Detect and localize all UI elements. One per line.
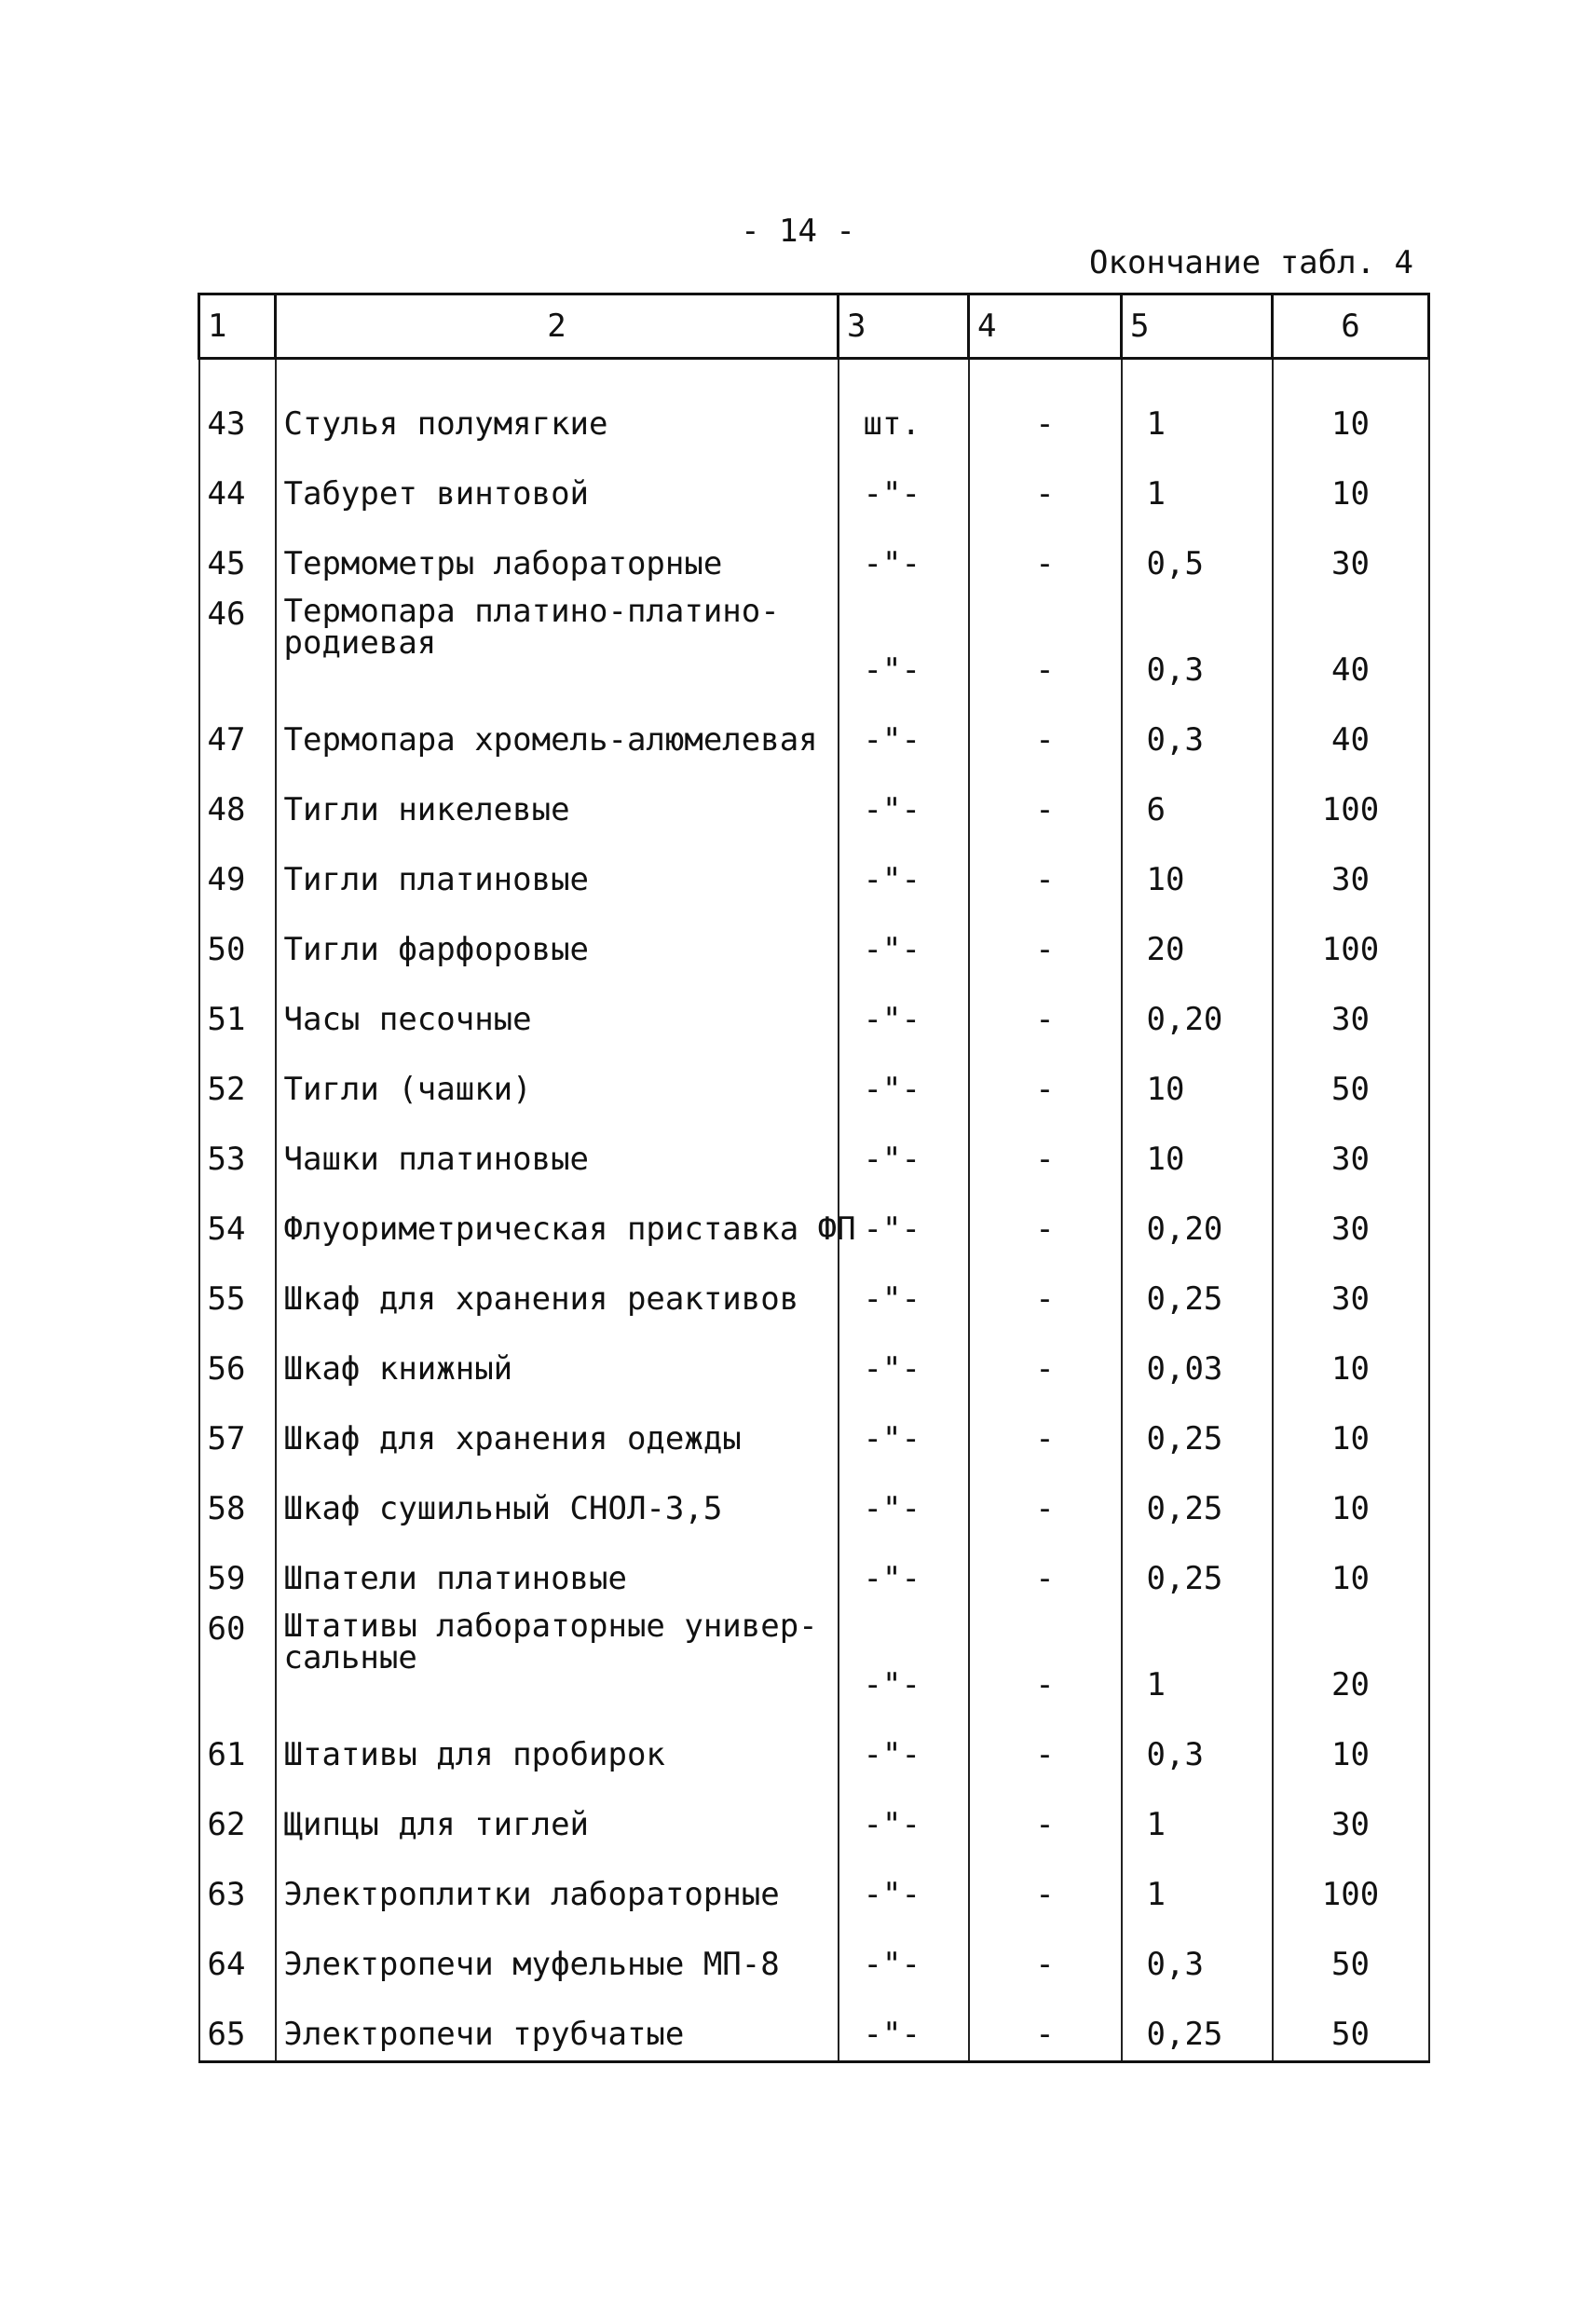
- col6-cell: 40: [1273, 696, 1429, 766]
- col5-cell: 1: [1122, 380, 1273, 450]
- col5-cell: 0,25: [1122, 1465, 1273, 1535]
- col6-cell: 10: [1273, 1395, 1429, 1465]
- column-header: 6: [1273, 294, 1429, 359]
- col6-cell: 20: [1273, 1605, 1429, 1711]
- item-name: Шкаф книжный: [276, 1325, 839, 1395]
- table-row: [199, 590, 1429, 696]
- row-number: 59: [199, 1535, 276, 1605]
- unit-cell: -"-: [839, 450, 969, 520]
- page-number: - 14 -: [741, 212, 855, 250]
- table-row: [199, 1325, 1429, 1395]
- col4-cell: -: [969, 1921, 1122, 1991]
- column-header: 2: [276, 294, 839, 359]
- col4-cell: -: [969, 450, 1122, 520]
- col4-cell: -: [969, 766, 1122, 836]
- col4-cell: -: [969, 380, 1122, 450]
- col6-cell: 30: [1273, 1115, 1429, 1185]
- row-number: 63: [199, 1851, 276, 1921]
- col4-cell: -: [969, 1535, 1122, 1605]
- header-row: [199, 294, 1429, 359]
- row-number: 53: [199, 1115, 276, 1185]
- row-number: 49: [199, 836, 276, 906]
- row-number: 58: [199, 1465, 276, 1535]
- col4-cell: -: [969, 1605, 1122, 1711]
- row-number: 57: [199, 1395, 276, 1465]
- col4-cell: -: [969, 520, 1122, 590]
- table-row: [199, 1395, 1429, 1465]
- unit-cell: -"-: [839, 1535, 969, 1605]
- col6-cell: 10: [1273, 450, 1429, 520]
- col4-cell: -: [969, 1255, 1122, 1325]
- table-row: [199, 1115, 1429, 1185]
- col6-cell: 30: [1273, 1781, 1429, 1851]
- table-row: [199, 1535, 1429, 1605]
- item-name: Электропечи муфельные МП-8: [276, 1921, 839, 1991]
- row-number: 46: [199, 590, 276, 696]
- col4-cell: -: [969, 1046, 1122, 1115]
- item-name: Шкаф для хранения реактивов: [276, 1255, 839, 1325]
- row-number: 64: [199, 1921, 276, 1991]
- col6-cell: 10: [1273, 380, 1429, 450]
- row-number: 51: [199, 976, 276, 1046]
- col5-cell: 10: [1122, 1115, 1273, 1185]
- col6-cell: 50: [1273, 1046, 1429, 1115]
- unit-cell: -"-: [839, 1851, 969, 1921]
- col5-cell: 0,5: [1122, 520, 1273, 590]
- unit-cell: -"-: [839, 1991, 969, 2062]
- table-row: [199, 1465, 1429, 1535]
- item-name: Чашки платиновые: [276, 1115, 839, 1185]
- table-row: [199, 766, 1429, 836]
- table-row: [199, 1781, 1429, 1851]
- col4-cell: -: [969, 1395, 1122, 1465]
- table-row: [199, 1711, 1429, 1781]
- item-name: Шкаф для хранения одежды: [276, 1395, 839, 1465]
- table-body: [199, 359, 1429, 2062]
- col5-cell: 1: [1122, 450, 1273, 520]
- col4-cell: -: [969, 696, 1122, 766]
- table-row: [199, 380, 1429, 450]
- unit-cell: -"-: [839, 1605, 969, 1711]
- col5-cell: 0,25: [1122, 1535, 1273, 1605]
- item-name: Стулья полумягкие: [276, 380, 839, 450]
- col6-cell: 30: [1273, 976, 1429, 1046]
- row-number: 62: [199, 1781, 276, 1851]
- col5-cell: 1: [1122, 1605, 1273, 1711]
- col5-cell: 0,20: [1122, 976, 1273, 1046]
- unit-cell: -"-: [839, 906, 969, 976]
- col6-cell: 30: [1273, 520, 1429, 590]
- column-header: 1: [199, 294, 276, 359]
- item-name: Тигли (чашки): [276, 1046, 839, 1115]
- col4-cell: -: [969, 906, 1122, 976]
- col6-cell: 40: [1273, 590, 1429, 696]
- unit-cell: -"-: [839, 1921, 969, 1991]
- item-name: Штативы лабораторные универ-сальные: [276, 1605, 839, 1711]
- col6-cell: 10: [1273, 1711, 1429, 1781]
- row-number: 60: [199, 1605, 276, 1711]
- item-name: Шкаф сушильный СНОЛ-3,5: [276, 1465, 839, 1535]
- row-number: 65: [199, 1991, 276, 2062]
- col4-cell: -: [969, 1185, 1122, 1255]
- col5-cell: 10: [1122, 836, 1273, 906]
- table-row: [199, 1185, 1429, 1255]
- col4-cell: -: [969, 1115, 1122, 1185]
- table-row: [199, 976, 1429, 1046]
- item-name: Часы песочные: [276, 976, 839, 1046]
- col6-cell: 50: [1273, 1921, 1429, 1991]
- spacer-row: [199, 359, 1429, 381]
- item-name: Щипцы для тиглей: [276, 1781, 839, 1851]
- item-name: Тигли платиновые: [276, 836, 839, 906]
- col6-cell: 100: [1273, 906, 1429, 976]
- col6-cell: 10: [1273, 1535, 1429, 1605]
- unit-cell: -"-: [839, 520, 969, 590]
- col4-cell: -: [969, 1325, 1122, 1395]
- col6-cell: 10: [1273, 1465, 1429, 1535]
- item-name: Флуориметрическая приставка ФП: [276, 1185, 839, 1255]
- col5-cell: 0,3: [1122, 590, 1273, 696]
- row-number: 61: [199, 1711, 276, 1781]
- col6-cell: 30: [1273, 1185, 1429, 1255]
- unit-cell: -"-: [839, 1395, 969, 1465]
- col5-cell: 0,25: [1122, 1991, 1273, 2062]
- unit-cell: -"-: [839, 696, 969, 766]
- unit-cell: -"-: [839, 836, 969, 906]
- unit-cell: -"-: [839, 590, 969, 696]
- item-name: Тигли никелевые: [276, 766, 839, 836]
- col6-cell: 30: [1273, 836, 1429, 906]
- col5-cell: 1: [1122, 1851, 1273, 1921]
- row-number: 50: [199, 906, 276, 976]
- col4-cell: -: [969, 1991, 1122, 2062]
- table-row: [199, 1921, 1429, 1991]
- item-name: Термопара хромель-алюмелевая: [276, 696, 839, 766]
- unit-cell: -"-: [839, 766, 969, 836]
- col4-cell: -: [969, 976, 1122, 1046]
- col4-cell: -: [969, 836, 1122, 906]
- unit-cell: -"-: [839, 1781, 969, 1851]
- item-name: Термометры лабораторные: [276, 520, 839, 590]
- row-number: 54: [199, 1185, 276, 1255]
- col5-cell: 0,25: [1122, 1255, 1273, 1325]
- col4-cell: -: [969, 590, 1122, 696]
- col5-cell: 20: [1122, 906, 1273, 976]
- item-name: Шпатели платиновые: [276, 1535, 839, 1605]
- table-row: [199, 836, 1429, 906]
- table-row: [199, 450, 1429, 520]
- unit-cell: -"-: [839, 1185, 969, 1255]
- row-number: 43: [199, 380, 276, 450]
- row-number: 45: [199, 520, 276, 590]
- col6-cell: 10: [1273, 1325, 1429, 1395]
- table-row: [199, 1851, 1429, 1921]
- col5-cell: 6: [1122, 766, 1273, 836]
- col5-cell: 0,03: [1122, 1325, 1273, 1395]
- col6-cell: 50: [1273, 1991, 1429, 2062]
- item-name: Штативы для пробирок: [276, 1711, 839, 1781]
- col5-cell: 0,3: [1122, 1711, 1273, 1781]
- item-name: Электроплитки лабораторные: [276, 1851, 839, 1921]
- row-number: 56: [199, 1325, 276, 1395]
- column-header: 5: [1122, 294, 1273, 359]
- table-caption: Окончание табл. 4: [1089, 244, 1413, 281]
- col5-cell: 0,3: [1122, 696, 1273, 766]
- col4-cell: -: [969, 1781, 1122, 1851]
- row-number: 44: [199, 450, 276, 520]
- table-row: [199, 1991, 1429, 2062]
- col5-cell: 10: [1122, 1046, 1273, 1115]
- item-name: Термопара платино-платино-родиевая: [276, 590, 839, 696]
- unit-cell: -"-: [839, 976, 969, 1046]
- table-row: [199, 906, 1429, 976]
- unit-cell: -"-: [839, 1465, 969, 1535]
- column-header: 4: [969, 294, 1122, 359]
- col5-cell: 0,3: [1122, 1921, 1273, 1991]
- row-number: 48: [199, 766, 276, 836]
- col4-cell: -: [969, 1711, 1122, 1781]
- col4-cell: -: [969, 1465, 1122, 1535]
- item-name: Табурет винтовой: [276, 450, 839, 520]
- col5-cell: 0,20: [1122, 1185, 1273, 1255]
- column-header: 3: [839, 294, 969, 359]
- col5-cell: 1: [1122, 1781, 1273, 1851]
- unit-cell: -"-: [839, 1255, 969, 1325]
- col6-cell: 30: [1273, 1255, 1429, 1325]
- col5-cell: 0,25: [1122, 1395, 1273, 1465]
- col4-cell: -: [969, 1851, 1122, 1921]
- equipment-table: [198, 293, 1430, 2063]
- item-name: Электропечи трубчатые: [276, 1991, 839, 2062]
- table-row: [199, 1255, 1429, 1325]
- col6-cell: 100: [1273, 1851, 1429, 1921]
- unit-cell: -"-: [839, 1325, 969, 1395]
- table-row: [199, 1605, 1429, 1711]
- table-row: [199, 520, 1429, 590]
- row-number: 52: [199, 1046, 276, 1115]
- unit-cell: -"-: [839, 1711, 969, 1781]
- item-name: Тигли фарфоровые: [276, 906, 839, 976]
- unit-cell: -"-: [839, 1046, 969, 1115]
- unit-cell: -"-: [839, 1115, 969, 1185]
- row-number: 55: [199, 1255, 276, 1325]
- unit-cell: шт.: [839, 380, 969, 450]
- table-row: [199, 1046, 1429, 1115]
- col6-cell: 100: [1273, 766, 1429, 836]
- row-number: 47: [199, 696, 276, 766]
- table-row: [199, 696, 1429, 766]
